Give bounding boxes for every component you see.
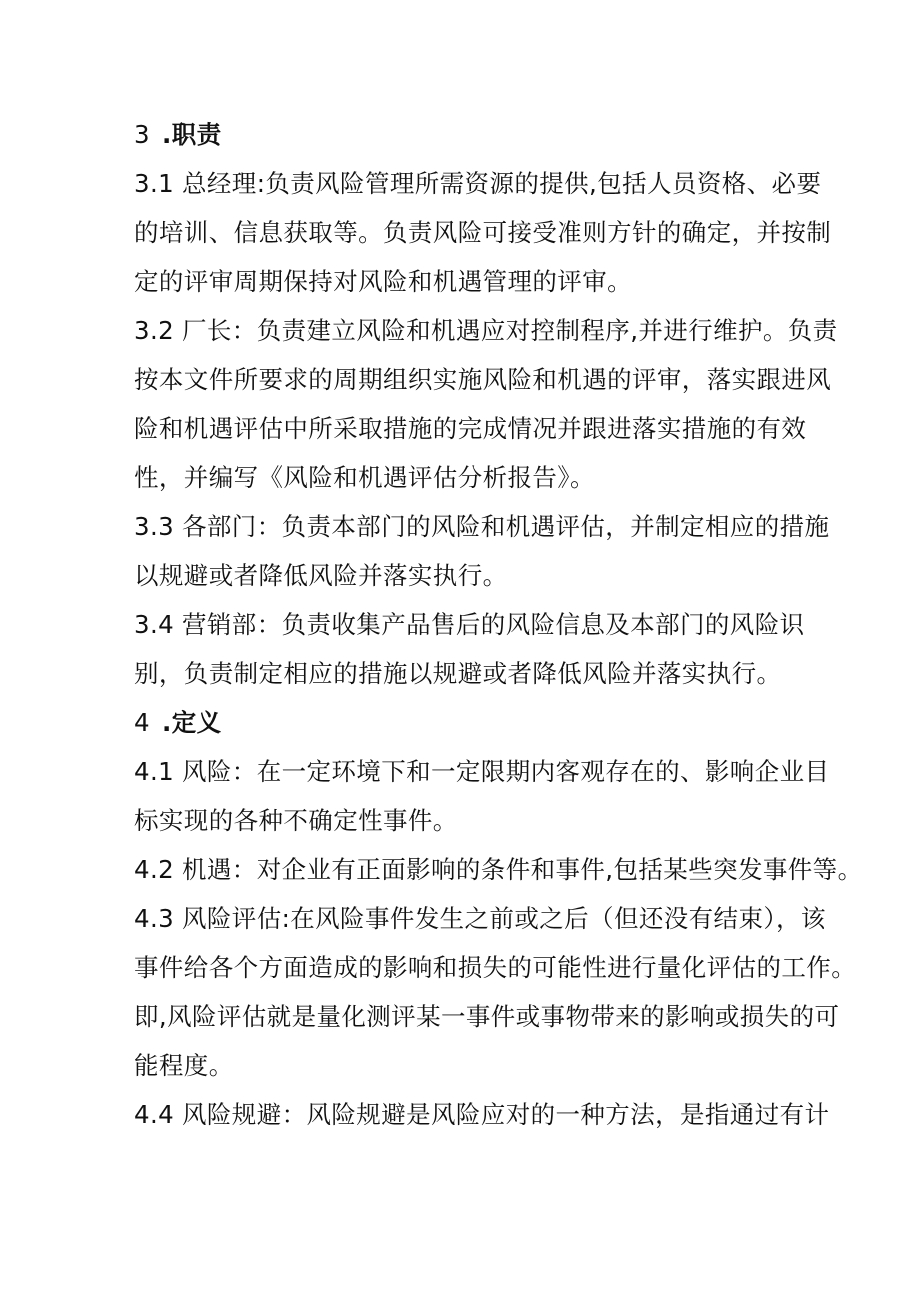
section-heading-4	[134, 705, 222, 741]
clause-number: 3.1	[134, 169, 175, 198]
clause-number: 4.4	[134, 1100, 175, 1129]
clause-text: 风险规避：风险规避是风险应对的一种方法，是指通过有计	[182, 1100, 830, 1129]
clause-number: 4.1	[134, 757, 175, 786]
section-number: 3	[134, 120, 150, 149]
clause-4-1-line-1	[134, 754, 829, 790]
clause-3-2-line-3: 险和机遇评估中所采取措施的完成情况并跟进落实措施的有效	[134, 414, 807, 443]
clause-text: 风险：在一定环境下和一定限期内客观存在的、影响企业目	[182, 757, 830, 786]
clause-3-4-line-2: 别，负责制定相应的措施以规避或者降低风险并落实执行。	[134, 659, 782, 688]
clause-text: 各部门：负责本部门的风险和机遇评估，并制定相应的措施	[182, 512, 830, 541]
clause-text: 厂长：负责建立风险和机遇应对控制程序,并进行维护。负责	[182, 316, 838, 345]
clause-3-4-line-1	[134, 607, 805, 643]
clause-3-1-line-2: 的培训、信息获取等。负责风险可接受准则方针的确定，并按制	[134, 218, 832, 247]
clause-number: 3.4	[134, 610, 175, 639]
clause-3-2-line-2: 按本文件所要求的周期组织实施风险和机遇的评审，落实跟进风	[134, 365, 832, 394]
clause-number: 4.2	[134, 855, 175, 884]
clause-text: 风险评估:在风险事件发生之前或之后（但还没有结束），该	[182, 904, 826, 933]
clause-4-1-line-2: 标实现的各种不确定性事件。	[134, 806, 458, 835]
clause-3-2-line-4: 性，并编写《风险和机遇评估分析报告》。	[134, 463, 595, 492]
section-title: .定义	[162, 708, 222, 737]
section-number: 4	[134, 708, 150, 737]
clause-number: 3.2	[134, 316, 175, 345]
clause-4-3-line-1	[134, 901, 826, 937]
clause-3-1-line-1	[134, 166, 821, 202]
clause-3-2-line-1	[134, 313, 838, 349]
clause-3-1-line-3: 定的评审周期保持对风险和机遇管理的评审。	[134, 267, 632, 296]
clause-text: 总经理:负责风险管理所需资源的提供,包括人员资格、必要	[182, 169, 822, 198]
clause-4-3-line-2: 事件给各个方面造成的影响和损失的可能性进行量化评估的工作。	[134, 953, 857, 982]
clause-4-3-line-3: 即,风险评估就是量化测评某一事件或事物带来的影响或损失的可	[134, 1002, 840, 1031]
clause-text: 营销部：负责收集产品售后的风险信息及本部门的风险识	[182, 610, 805, 639]
section-title: .职责	[162, 120, 222, 149]
clause-3-3-line-1	[134, 509, 829, 545]
clause-number: 3.3	[134, 512, 175, 541]
clause-3-3-line-2: 以规避或者降低风险并落实执行。	[134, 561, 508, 590]
clause-4-3-line-4: 能程度。	[134, 1051, 234, 1080]
clause-number: 4.3	[134, 904, 175, 933]
clause-text: 机遇：对企业有正面影响的条件和事件,包括某些突发事件等。	[182, 855, 863, 884]
section-heading-3	[134, 117, 222, 153]
clause-4-2-line-1	[134, 852, 863, 888]
clause-4-4-line-1	[134, 1097, 829, 1133]
